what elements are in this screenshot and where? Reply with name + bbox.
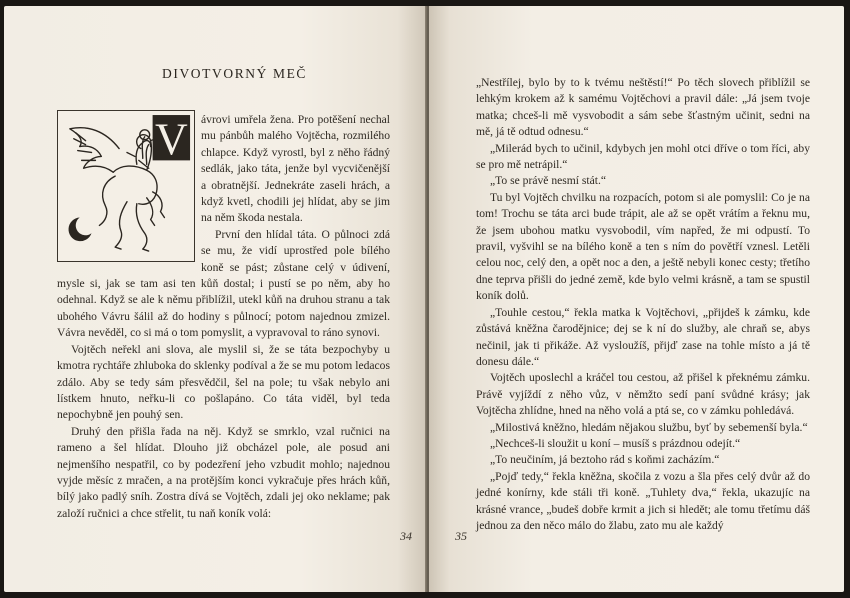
pegasus-rider-illustration	[58, 111, 194, 261]
illustrated-drop-cap	[57, 110, 195, 262]
right-page-text	[476, 75, 810, 534]
page-number-left: 34	[400, 529, 412, 543]
paragraph: „Pojď tedy,“ řekla kněžna, skočila z vozu a šla přes celý dvůr až do jedné konírny, kde stáli tři koně. „Tuhlety dva,“ řekla, ukazujíc na krásné vrance, „budeš dobře krmit a jich si hledět; ale tomu třetímu dáš jednou za den něco málo do žlabu, zato mu ale každý	[476, 469, 810, 532]
paragraph: Druhý den přišla řada na něj. Když se smrklo, vzal ručnici na rameno a šel hlídat. Dlouho již obcházel pole, ale posud ani nejmenšího nespatřil, co by podezření jeho vzbudit mohlo; najednou vyjde měsíc z mračen, a na protějším konci vykračuje přes hrách kůň, bílý jako padlý sníh. Zostra dívá se Vojtěch, zdali jej oko neklame; pak založí ručnici a chce střelit, tu naň koník volá:	[57, 424, 390, 520]
paragraph: „To se právě nesmí stát.“	[490, 174, 607, 188]
paragraph: „Nechceš-li sloužit u koní – musíš s prázdnou odejít.“	[490, 436, 741, 450]
paragraph: Vojtěch neřekl ani slova, ale myslil si, že se táta bezpochyby u kmotra rychtáře zhluboka do sklenky podíval a že se mu potom ledacos zdálo. Aby se tedy sám přesvědčil, šel na pole; tu však nebylo ani lístkem hnuto, neřku-li co pošlapáno. Co táta viděl, byl teda nepochybně jen pouhý sen.	[57, 342, 390, 422]
paragraph: „Touhle cestou,“ řekla matka k Vojtěchovi, „přijdeš k zámku, kde zůstává kněžna čarodějnice; dej se k ní do služby, ale chraň se, abys nečinil, jak ti přikáže. Až vysloužíš, přijď zase na tohle místo a já tě donesu dále.“	[476, 305, 810, 368]
open-book	[4, 6, 844, 592]
left-page-text	[57, 112, 390, 522]
page-number-right: 35	[455, 529, 467, 543]
left-page	[4, 6, 427, 592]
drop-cap-letter: V	[154, 114, 188, 165]
paragraph: „To neučiním, já beztoho rád s koňmi zacházím.“	[490, 453, 720, 467]
paragraph: „Milerád bych to učinil, kdybych jen mohl otci dříve o tom říci, aby se pro mě netrápil.“	[476, 141, 810, 172]
paragraph: Tu byl Vojtěch chvilku na rozpacích, potom si ale pomyslil: Co je na tom! Trochu se táta arci bude trápit, ale až se opět vrátím a řeknu mu, že jsem ubohou matku vysvobodil, vím napřed, že mi odpustí. To pravil, vyšvihl se na bílého koně a ten s ním do povětří vznesl. Letěli celou noc, celý den, a opět noc a den, a ještě nebyli konec cesty; třetího dne teprva přišli do jedné země, kde bylo velmi krásně, a tam se spustil koník dolů.	[476, 190, 810, 303]
paragraph: První den hlídal táta. O půlnoci zdá se mu, že vidí uprostřed pole bílého koně se pást; zůstane celý v údivení, mysle si, jak se tam asi ten kůň dostal; i pustí se po něm, aby ho odehnal. Když se ale k němu přiblížil, utekl kůň na druhou stranu a tak ubohého Vávru šálil až do hodiny s půlnocí; potom najednou zmizel. Vávra nevěděl, co si má o tom pomyslit, a vypravoval to ráno synovi.	[57, 227, 390, 340]
paragraph: ávrovi umřela žena. Pro potěšení nechal mu pánbůh malého Vojtěcha, rozmilého chlapce. Když vyrostl, byl z něho řádný sedlák, jako táta, jenže byl vycvičenější a obratnější. Jednekráte zaseli hrách, a když kvetl, chodili jej hlídat, aby se jim na něm škoda nestala.	[201, 113, 390, 225]
paragraph: Vojtěch uposlechl a kráčel tou cestou, až přišel k překnému zámku. Právě vyjíždí z něho vůz, v němžto sedí paní svůdné krásy; jak Vojtěcha zhlídne, hned na něho volá a ptá se, co v zámku pohledává.	[476, 371, 810, 418]
chapter-title: DIVOTVORNÝ MEČ	[162, 66, 308, 81]
paragraph: „Milostivá kněžno, hledám nějakou službu, byť by sebemenší byla.“	[490, 420, 808, 434]
paragraph: „Nestřílej, bylo by to k tvému neštěstí!“ Po těch slovech přiblížil se lehkým krokem až k samému Vojtěchovi a pravil dále: „Já jsem tvoje matka; chceš-li mě vysvobodit a sám sebe šťastným učinit, sedni na mě, já tě odtud odnesu.“	[476, 76, 810, 139]
right-page	[429, 6, 844, 592]
